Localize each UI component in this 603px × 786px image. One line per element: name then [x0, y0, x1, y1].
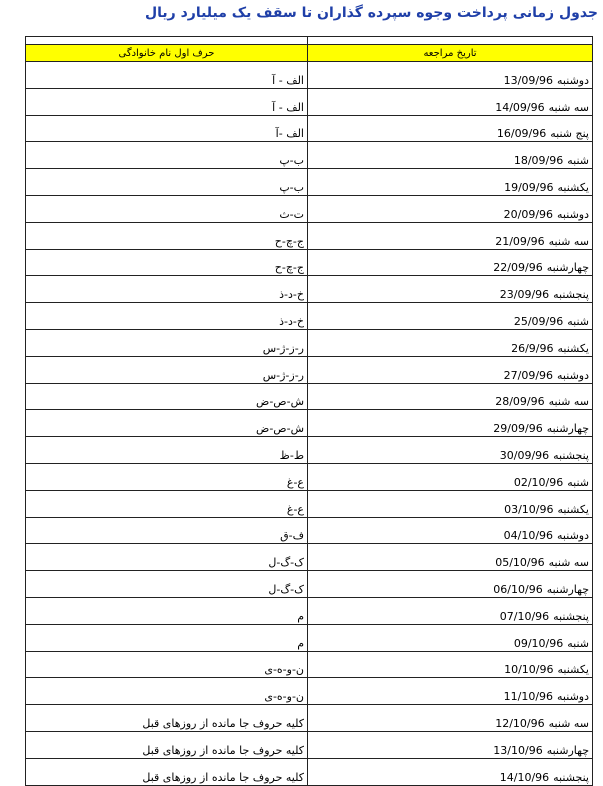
- table-row: [26, 437, 593, 464]
- table-row: [26, 88, 593, 115]
- table-row: [26, 62, 593, 89]
- weekday: پنج شنبه: [550, 127, 589, 141]
- weekday: پنجشنبه: [553, 609, 589, 623]
- table-row: [26, 276, 593, 303]
- spacer-cell: [26, 37, 308, 45]
- weekday: چهارشنبه: [546, 582, 589, 596]
- date-cell: [308, 490, 593, 517]
- letters-cell: م: [26, 624, 308, 651]
- table-row: [26, 115, 593, 142]
- date-value: 10/10/96: [504, 663, 554, 677]
- table-row: [26, 222, 593, 249]
- table-row: [26, 169, 593, 196]
- letters-cell: ج-چ-ح: [26, 222, 308, 249]
- date-cell: [308, 651, 593, 678]
- date-cell: [308, 544, 593, 571]
- date-value: 14/10/96: [499, 770, 550, 784]
- date-cell: [308, 517, 593, 544]
- letters-cell: کلیه حروف جا مانده از روزهای قبل: [26, 758, 308, 785]
- table-header-row: [26, 45, 593, 62]
- weekday: یکشنبه: [557, 180, 589, 194]
- date-cell: [308, 329, 593, 356]
- weekday: دوشنبه: [557, 73, 589, 87]
- weekday: پنجشنبه: [553, 770, 589, 784]
- date-value: 11/10/96: [503, 690, 554, 704]
- date-value: 21/09/96: [495, 234, 545, 248]
- date-cell: [308, 115, 593, 142]
- table-row: [26, 463, 593, 490]
- date-cell: [308, 463, 593, 490]
- weekday: سه شنبه: [548, 234, 589, 248]
- weekday: یکشنبه: [557, 502, 589, 516]
- table-row: [26, 195, 593, 222]
- date-value: 14/09/96: [495, 100, 545, 114]
- weekday: دوشنبه: [557, 207, 589, 221]
- table-top-spacer: [26, 37, 593, 45]
- date-cell: [308, 597, 593, 624]
- letters-cell: ع-غ: [26, 463, 308, 490]
- date-cell: [308, 303, 593, 330]
- weekday: یکشنبه: [557, 663, 589, 677]
- date-value: 13/10/96: [493, 743, 543, 757]
- weekday: سه شنبه: [548, 716, 589, 730]
- date-cell: [308, 88, 593, 115]
- weekday: چهارشنبه: [546, 422, 589, 436]
- table-row: [26, 597, 593, 624]
- date-cell: [308, 356, 593, 383]
- table-row: [26, 410, 593, 437]
- weekday: پنجشنبه: [553, 448, 589, 462]
- date-value: 30/09/96: [499, 448, 550, 462]
- table-row: [26, 329, 593, 356]
- date-value: 27/09/96: [503, 368, 554, 382]
- table-row: [26, 517, 593, 544]
- date-value: 03/10/96: [504, 502, 554, 516]
- letters-cell: الف -آ: [26, 115, 308, 142]
- weekday: چهارشنبه: [546, 743, 589, 757]
- date-cell: [308, 410, 593, 437]
- table-row: [26, 356, 593, 383]
- letters-cell: ر-ز-ژ-س: [26, 329, 308, 356]
- date-value: 18/09/96: [513, 154, 564, 168]
- table-row: [26, 758, 593, 785]
- date-cell: [308, 142, 593, 169]
- weekday: شنبه: [567, 636, 589, 650]
- date-cell: [308, 571, 593, 598]
- date-cell: [308, 62, 593, 89]
- weekday: دوشنبه: [557, 368, 589, 382]
- date-value: 19/09/96: [504, 180, 554, 194]
- table-row: [26, 731, 593, 758]
- date-cell: [308, 249, 593, 276]
- weekday: سه شنبه: [548, 556, 589, 570]
- date-cell: [308, 731, 593, 758]
- header-letters: حرف اول نام خانوادگی: [26, 45, 308, 62]
- date-value: 20/09/96: [503, 207, 554, 221]
- date-value: 29/09/96: [493, 422, 543, 436]
- date-value: 28/09/96: [495, 395, 545, 409]
- date-cell: [308, 678, 593, 705]
- date-cell: [308, 383, 593, 410]
- date-value: 05/10/96: [495, 556, 545, 570]
- table-row: [26, 705, 593, 732]
- date-value: 25/09/96: [513, 314, 564, 328]
- table-row: [26, 490, 593, 517]
- letters-cell: ت-ث: [26, 195, 308, 222]
- weekday: سه شنبه: [548, 100, 589, 114]
- schedule-table: [25, 36, 593, 786]
- weekday: دوشنبه: [557, 529, 589, 543]
- letters-cell: ش-ص-ض: [26, 410, 308, 437]
- letters-cell: ج-چ-ح: [26, 249, 308, 276]
- table-row: [26, 571, 593, 598]
- letters-cell: م: [26, 597, 308, 624]
- date-cell: [308, 437, 593, 464]
- date-value: 23/09/96: [499, 288, 550, 302]
- letters-cell: ر-ز-ژ-س: [26, 356, 308, 383]
- table-row: [26, 303, 593, 330]
- page-title: [0, 0, 598, 26]
- date-value: 09/10/96: [513, 636, 564, 650]
- letters-cell: ب-پ: [26, 169, 308, 196]
- weekday: یکشنبه: [557, 341, 589, 355]
- date-value: 16/09/96: [496, 127, 547, 141]
- letters-cell: ن-و-ه-ی: [26, 678, 308, 705]
- weekday: سه شنبه: [548, 395, 589, 409]
- letters-cell: ن-و-ه-ی: [26, 651, 308, 678]
- letters-cell: الف - آ: [26, 88, 308, 115]
- table-row: [26, 678, 593, 705]
- letters-cell: ش-ص-ض: [26, 383, 308, 410]
- letters-cell: کلیه حروف جا مانده از روزهای قبل: [26, 731, 308, 758]
- table-row: [26, 142, 593, 169]
- letters-cell: خ-د-ذ: [26, 303, 308, 330]
- weekday: پنجشنبه: [553, 288, 589, 302]
- date-cell: [308, 758, 593, 785]
- date-value: 06/10/96: [493, 582, 543, 596]
- date-value: 07/10/96: [499, 609, 550, 623]
- spacer-cell: [308, 37, 593, 45]
- header-date: تاریخ مراجعه: [308, 45, 593, 62]
- letters-cell: ف-ق: [26, 517, 308, 544]
- date-cell: [308, 705, 593, 732]
- weekday: چهارشنبه: [546, 261, 589, 275]
- letters-cell: الف - آ: [26, 62, 308, 89]
- table-row: [26, 651, 593, 678]
- letters-cell: ع-غ: [26, 490, 308, 517]
- date-value: 13/09/96: [503, 73, 554, 87]
- letters-cell: ط-ظ: [26, 437, 308, 464]
- date-cell: [308, 169, 593, 196]
- letters-cell: ک-گ-ل: [26, 571, 308, 598]
- date-value: 02/10/96: [513, 475, 564, 489]
- weekday: دوشنبه: [557, 690, 589, 704]
- title-text: جدول زمانی پرداخت وجوه سپرده گذاران تا سقف یک میلیارد ریال: [145, 5, 598, 21]
- date-value: 04/10/96: [503, 529, 554, 543]
- weekday: شنبه: [567, 475, 589, 489]
- date-cell: [308, 222, 593, 249]
- weekday: شنبه: [567, 154, 589, 168]
- table-row: [26, 544, 593, 571]
- table-row: [26, 249, 593, 276]
- letters-cell: ک-گ-ل: [26, 544, 308, 571]
- date-cell: [308, 276, 593, 303]
- table-row: [26, 383, 593, 410]
- table-row: [26, 624, 593, 651]
- date-value: 22/09/96: [493, 261, 543, 275]
- date-cell: [308, 195, 593, 222]
- letters-cell: خ-د-ذ: [26, 276, 308, 303]
- letters-cell: ب-پ: [26, 142, 308, 169]
- date-value: 26/9/96: [511, 341, 554, 355]
- weekday: شنبه: [567, 314, 589, 328]
- letters-cell: کلیه حروف جا مانده از روزهای قبل: [26, 705, 308, 732]
- date-value: 12/10/96: [495, 716, 545, 730]
- date-cell: [308, 624, 593, 651]
